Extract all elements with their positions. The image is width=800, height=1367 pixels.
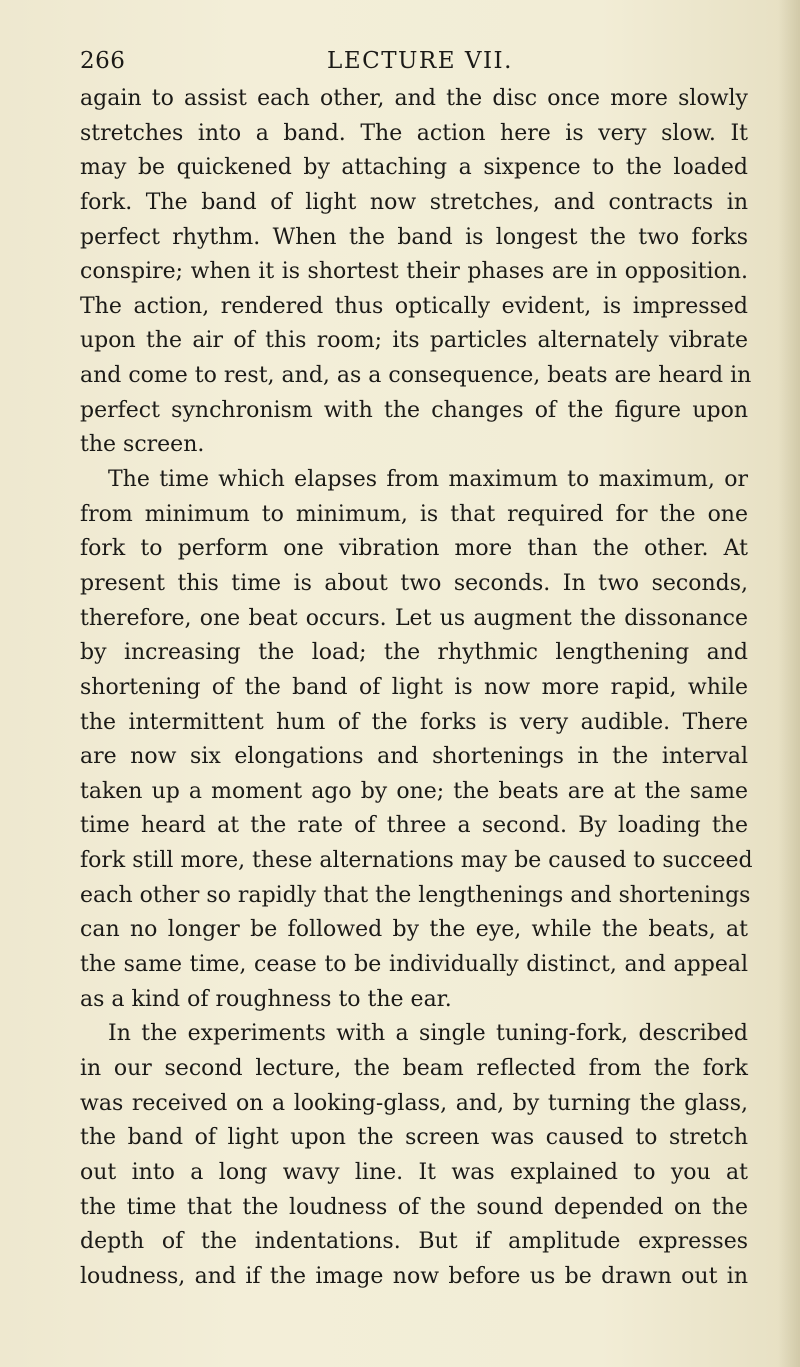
text-line: may be quickened by attaching a sixpence to the loaded — [80, 155, 748, 181]
text-line: can no longer be followed by the eye, while the beats, at — [80, 917, 748, 943]
text-line: are now six elongations and shortenings in the interval — [80, 744, 748, 770]
body-text — [80, 82, 753, 1294]
running-head: LECTURE VII. — [327, 48, 513, 74]
text-line: In the experiments with a single tuning-fork, described — [108, 1021, 748, 1047]
text-line: fork still more, these alternations may be caused to succeed — [80, 848, 753, 874]
text-line: the same time, cease to be individually distinct, and appeal — [80, 952, 748, 978]
text-line: fork. The band of light now stretches, and contracts in — [80, 189, 748, 215]
text-line: The time which elapses from maximum to maximum, or — [108, 467, 748, 493]
text-line: upon the air of this room; its particles alternately vibrate — [80, 328, 748, 354]
text-line: stretches into a band. The action here is very slow. It — [80, 120, 748, 146]
text-line: loudness, and if the image now before us be drawn out in — [80, 1263, 748, 1289]
text-line: and come to rest, and, as a consequence, beats are heard in — [80, 363, 752, 389]
text-line: the time that the loudness of the sound depended on the — [80, 1194, 748, 1220]
text-line: the intermittent hum of the forks is very audible. There — [80, 709, 748, 735]
text-line: shortening of the band of light is now more rapid, while — [80, 674, 748, 700]
text-line: present this time is about two seconds. In two seconds, — [80, 570, 748, 596]
text-line: time heard at the rate of three a second. By loading the — [80, 813, 748, 839]
page-number: 266 — [80, 48, 126, 74]
text-line: out into a long wavy line. It was explained to you at — [80, 1159, 748, 1185]
text-line: in our second lecture, the beam reflected from the fork — [80, 1055, 748, 1081]
text-line: depth of the indentations. But if amplitude expresses — [80, 1229, 748, 1255]
text-line: taken up a moment ago by one; the beats are at the same — [80, 778, 748, 804]
text-line: again to assist each other, and the disc once more slowly — [80, 86, 748, 111]
text-line: was received on a looking-glass, and, by turning the glass, — [80, 1090, 748, 1116]
text-line: conspire; when it is shortest their phases are in opposition. — [80, 259, 748, 285]
text-line: the band of light upon the screen was caused to stretch — [80, 1125, 748, 1151]
text-line: perfect synchronism with the changes of the figure upon — [80, 397, 748, 423]
text-line: as a kind of roughness to the ear. — [80, 986, 452, 1012]
text-line: by increasing the load; the rhythmic lengthening and — [80, 640, 748, 666]
text-line: from minimum to minimum, is that required for the one — [80, 501, 748, 527]
text-line: therefore, one beat occurs. Let us augment the dissonance — [80, 605, 748, 631]
text-line: the screen. — [80, 432, 205, 458]
text-line: The action, rendered thus optically evident, is impressed — [80, 293, 748, 319]
text-line: perfect rhythm. When the band is longest the two forks — [80, 224, 748, 250]
page-edge-shadow — [778, 0, 800, 1367]
text-line: each other so rapidly that the lengthenings and shortenings — [80, 882, 751, 908]
text-line: fork to perform one vibration more than the other. At — [80, 536, 748, 562]
